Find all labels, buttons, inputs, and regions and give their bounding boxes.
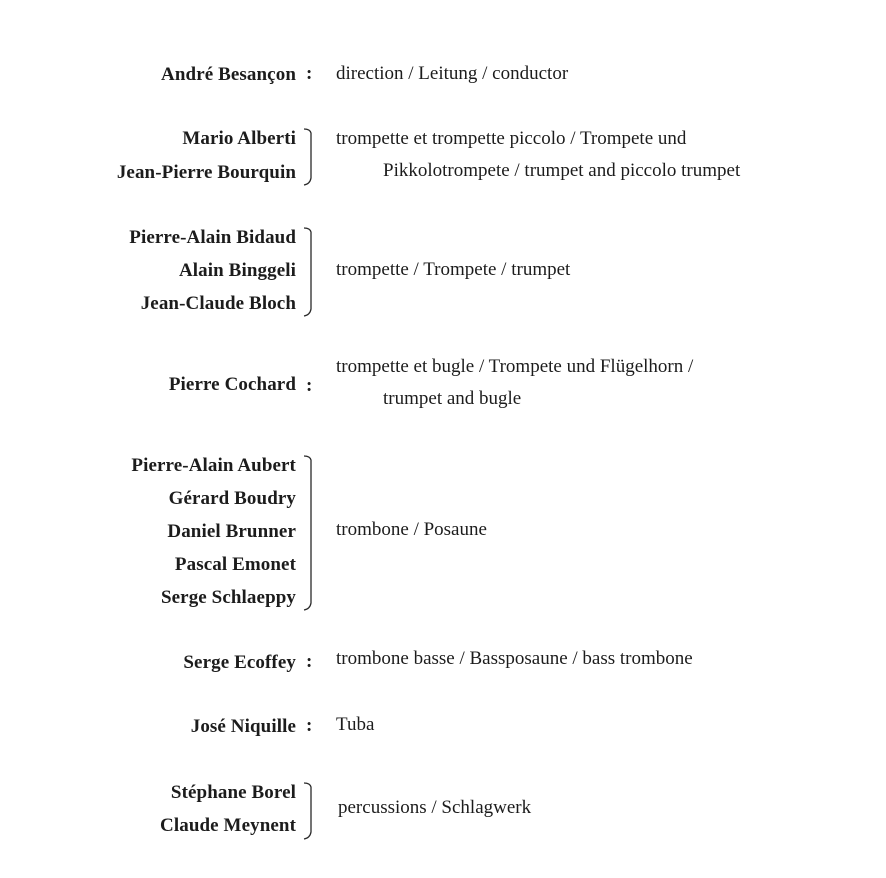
colon-separator: : — [306, 651, 313, 672]
member-name: Pierre-Alain Bidaud — [129, 227, 296, 248]
brace-bracket — [302, 128, 316, 186]
member-name: Mario Alberti — [182, 128, 296, 149]
member-name: Pascal Emonet — [174, 554, 296, 575]
role-text: direction / Leitung / conductor — [336, 63, 569, 84]
member-name: Serge Ecoffey — [183, 652, 296, 673]
bracket-shape — [302, 782, 316, 840]
brace-bracket — [302, 782, 316, 840]
member-name: Claude Meynent — [160, 815, 296, 836]
role-text: trompette et bugle / Trompete und Flügelhorn / — [336, 356, 694, 377]
role-text: trompette et trompette piccolo / Trompete und — [336, 128, 687, 149]
brace-bracket — [302, 455, 316, 611]
member-name: Jean-Pierre Bourquin — [116, 162, 296, 183]
role-text: Tuba — [336, 714, 375, 735]
brace-bracket — [302, 227, 316, 317]
member-name: Pierre-Alain Aubert — [131, 455, 296, 476]
colon-separator: : — [306, 715, 313, 736]
role-text: percussions / Schlagwerk — [338, 797, 532, 818]
member-name: André Besançon — [161, 64, 296, 85]
member-name: Pierre Cochard — [168, 374, 296, 395]
colon-separator: : — [306, 375, 313, 396]
member-name: Stéphane Borel — [170, 782, 296, 803]
role-text: trombone basse / Bassposaune / bass trombone — [336, 648, 693, 669]
bracket-shape — [302, 128, 316, 186]
member-name: Gérard Boudry — [168, 488, 296, 509]
role-text: trombone / Posaune — [336, 519, 487, 540]
member-name: José Niquille — [190, 716, 296, 737]
bracket-shape — [302, 227, 316, 317]
member-name: Jean-Claude Bloch — [140, 293, 296, 314]
member-name: Daniel Brunner — [167, 521, 296, 542]
bracket-shape — [302, 455, 316, 611]
role-text-continued: Pikkolotrompete / trumpet and piccolo trumpet — [383, 160, 741, 181]
member-name: Alain Binggeli — [178, 260, 296, 281]
colon-separator: : — [306, 63, 313, 84]
role-text: trompette / Trompete / trumpet — [336, 259, 571, 280]
role-text-continued: trumpet and bugle — [383, 388, 522, 409]
member-name: Serge Schlaeppy — [160, 587, 296, 608]
